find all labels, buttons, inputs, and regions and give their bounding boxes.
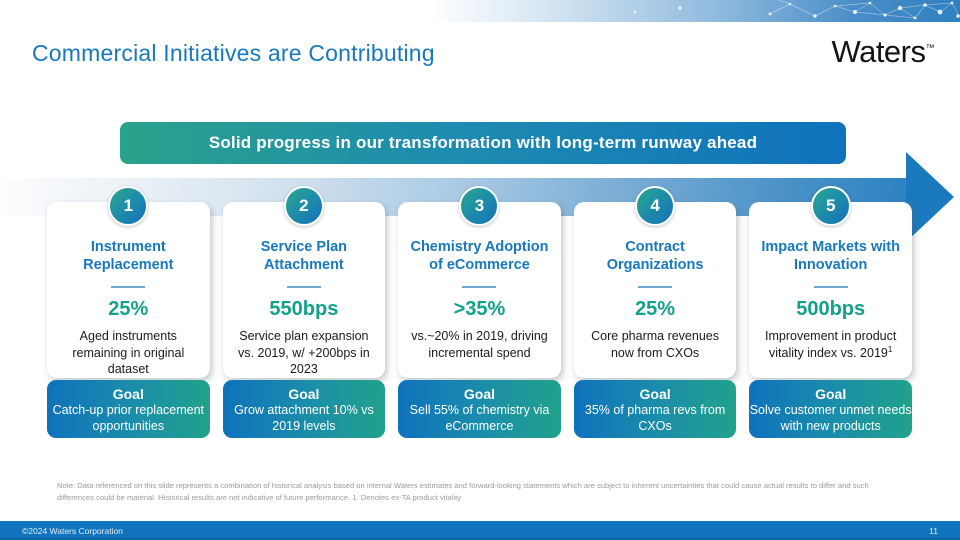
card-number-badge: 1 [108, 186, 148, 226]
card-number-badge: 2 [284, 186, 324, 226]
goal-chemistry-ecommerce [398, 380, 561, 438]
card-divider [814, 286, 848, 288]
card-title: Contract Organizations [606, 239, 704, 274]
goal-label: Goal [463, 386, 496, 402]
initiative-cards-row [47, 196, 912, 378]
card-divider [111, 286, 145, 288]
copyright-text: ©2024 Waters Corporation [22, 525, 123, 536]
disclaimer-footnote: Note: Data referenced on this slide represents a combination of historical analysis based on internal Waters estimates and forward-looking statements which are subject to inherent uncertainties that could cause actual results to differ and such differences could be material. Historical results are not indicative of future performance. 1. Denotes ex-TA product vitality [57, 481, 869, 503]
goal-instrument-replacement [47, 380, 210, 438]
card-description-text: Improvement in product vitality index vs. 2019 [765, 329, 897, 360]
footnote-reference: 1 [887, 344, 893, 354]
goal-text: Sell 55% of chemistry via eCommerce [409, 403, 550, 433]
goal-service-plan-attachment [223, 380, 386, 438]
card-title: Service Plan Attachment [260, 239, 348, 274]
waters-logo [831, 34, 934, 70]
headline-banner [120, 122, 846, 164]
goal-impact-markets-innovation [749, 380, 912, 438]
logo-text: Waters [831, 34, 926, 69]
card-title: Chemistry Adoption of eCommerce [410, 239, 549, 274]
page-title: Commercial Initiatives are Contributing [32, 40, 435, 66]
goal-label: Goal [112, 386, 144, 402]
goal-text: Grow attachment 10% vs 2019 levels [234, 403, 374, 433]
goal-text: 35% of pharma revs from CXOs [584, 403, 726, 433]
headline-banner-text: Solid progress in our transformation with long-term runway ahead [208, 133, 758, 152]
footer-bar [0, 521, 960, 540]
card-service-plan-attachment [223, 196, 386, 378]
goal-boxes-row [47, 380, 912, 438]
card-stat: 25% [635, 298, 676, 320]
card-stat: 25% [108, 298, 149, 320]
card-number-badge: 3 [459, 186, 499, 226]
card-stat: >35% [453, 298, 506, 320]
card-description: Aged instruments remaining in original dataset [72, 329, 185, 376]
goal-contract-organizations [574, 380, 737, 438]
card-chemistry-ecommerce [398, 196, 561, 378]
card-description: Core pharma revenues now from CXOs [591, 329, 719, 360]
network-pattern-icon [620, 0, 960, 22]
card-divider [462, 286, 496, 288]
goal-text: Solve customer unmet needs with new products [749, 403, 912, 433]
card-number-badge: 5 [811, 186, 851, 226]
card-stat: 500bps [796, 298, 866, 320]
top-decoration-strip [430, 0, 960, 22]
goal-label: Goal [639, 386, 671, 402]
card-impact-markets-innovation [749, 196, 912, 378]
card-description: Service plan expansion vs. 2019, w/ +200bps in 2023 [238, 329, 370, 376]
trademark-symbol: ™ [925, 42, 934, 53]
card-number-badge: 4 [635, 186, 675, 226]
card-divider [638, 286, 672, 288]
card-divider [287, 286, 321, 288]
goal-label: Goal [288, 386, 320, 402]
card-description: vs.~20% in 2019, driving incremental spend [411, 329, 548, 360]
card-instrument-replacement [47, 196, 210, 378]
timeline-arrow-head-icon [906, 152, 954, 242]
card-contract-organizations [574, 196, 737, 378]
card-title: Impact Markets with Innovation [761, 239, 900, 274]
card-title: Instrument Replacement [83, 239, 174, 274]
card-description [756, 328, 905, 361]
page-number: 11 [929, 525, 938, 536]
goal-text: Catch-up prior replacement opportunities [52, 403, 205, 433]
goal-label: Goal [815, 386, 847, 402]
card-stat: 550bps [269, 298, 339, 320]
